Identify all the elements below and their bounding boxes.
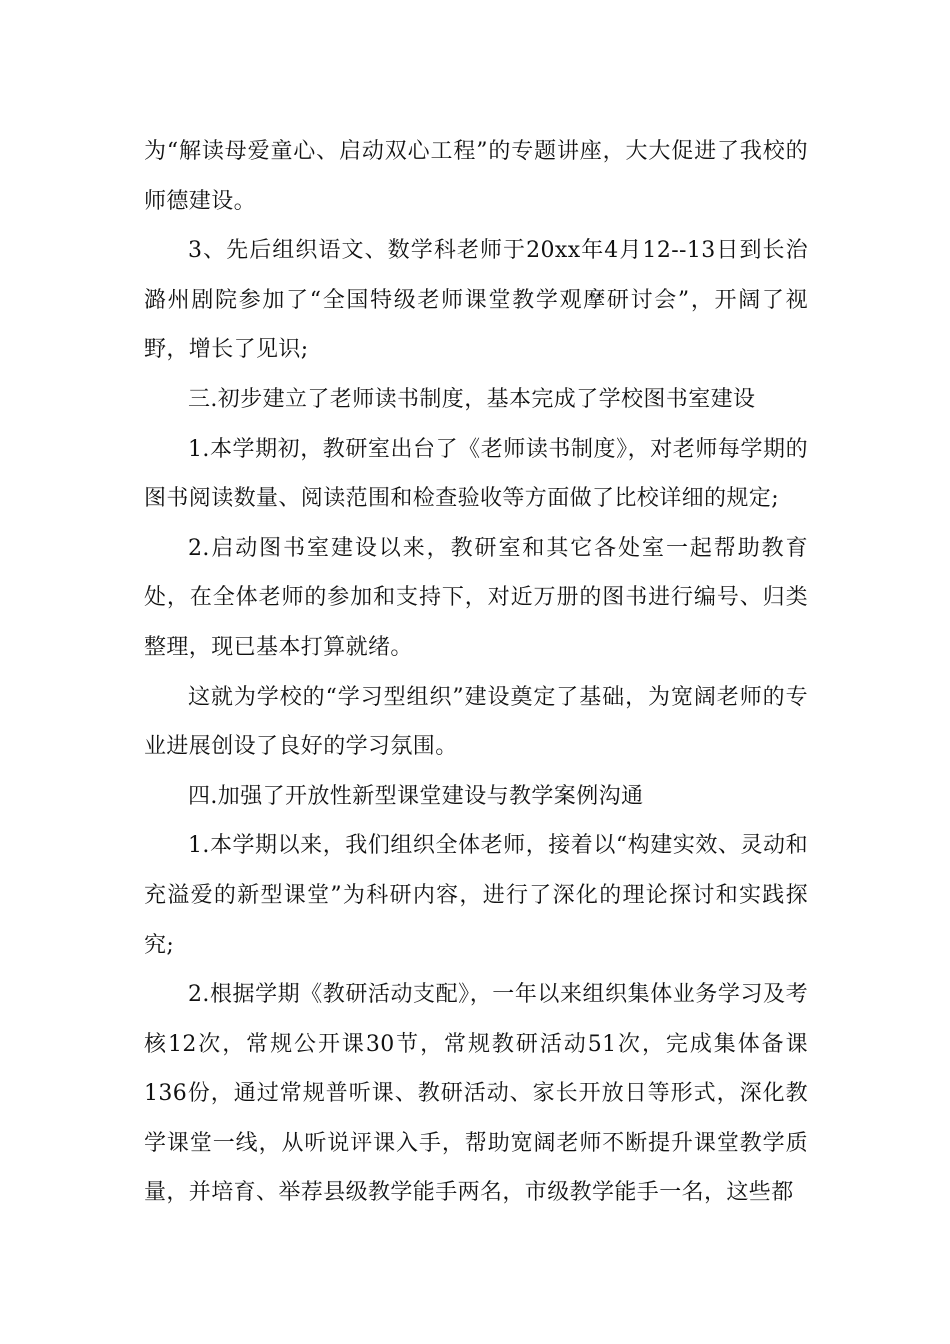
paragraph-item-3: 3、先后组织语文、数学科老师于20xx年4月12--13日到长治潞州剧院参加了“全国特级老师课堂教学观摩研讨会”，开阔了视野，增长了见识; (144, 238, 808, 363)
paragraph-teaching-activities: 2.根据学期《教研活动支配》，一年以来组织集体业务学习及考核12次，常规公开课30节，常规教研活动51次，完成集体备课136份，通过常规普听课、教研活动、家长开放日等形式，深化教学课堂一线，从听说评课入手，帮助宽阔老师不断提升课堂教学质量，并培育、举荐县级教学能手两名，市级教学能手一名，这些都 (144, 982, 808, 1206)
paragraph-continuation: 为“解读母爱童心、启动双心工程”的专题讲座，大大促进了我校的师德建设。 (144, 139, 808, 214)
paragraph-learning-organization: 这就为学校的“学习型组织”建设奠定了基础，为宽阔老师的专业进展创设了良好的学习氛围。 (144, 684, 808, 760)
paragraph-new-classroom: 1.本学期以来，我们组织全体老师，接着以“构建实效、灵动和充溢爱的新型课堂”为科研内容，进行了深化的理论探讨和实践探究; (144, 833, 808, 958)
paragraph-reading-system: 1.本学期初，教研室出台了《老师读书制度》，对老师每学期的图书阅读数量、阅读范围和检查验收等方面做了比校详细的规定; (144, 436, 808, 512)
section-heading-3: 三.初步建立了老师读书制度，基本完成了学校图书室建设 (188, 386, 756, 412)
paragraph-library-construction: 2.启动图书室建设以来，教研室和其它各处室一起帮助教育处，在全体老师的参加和支持下，对近万册的图书进行编号、归类整理，现已基本打算就绪。 (144, 535, 808, 660)
document-body (144, 127, 808, 1218)
section-heading-4: 四.加强了开放性新型课堂建设与教学案例沟通 (188, 783, 644, 809)
